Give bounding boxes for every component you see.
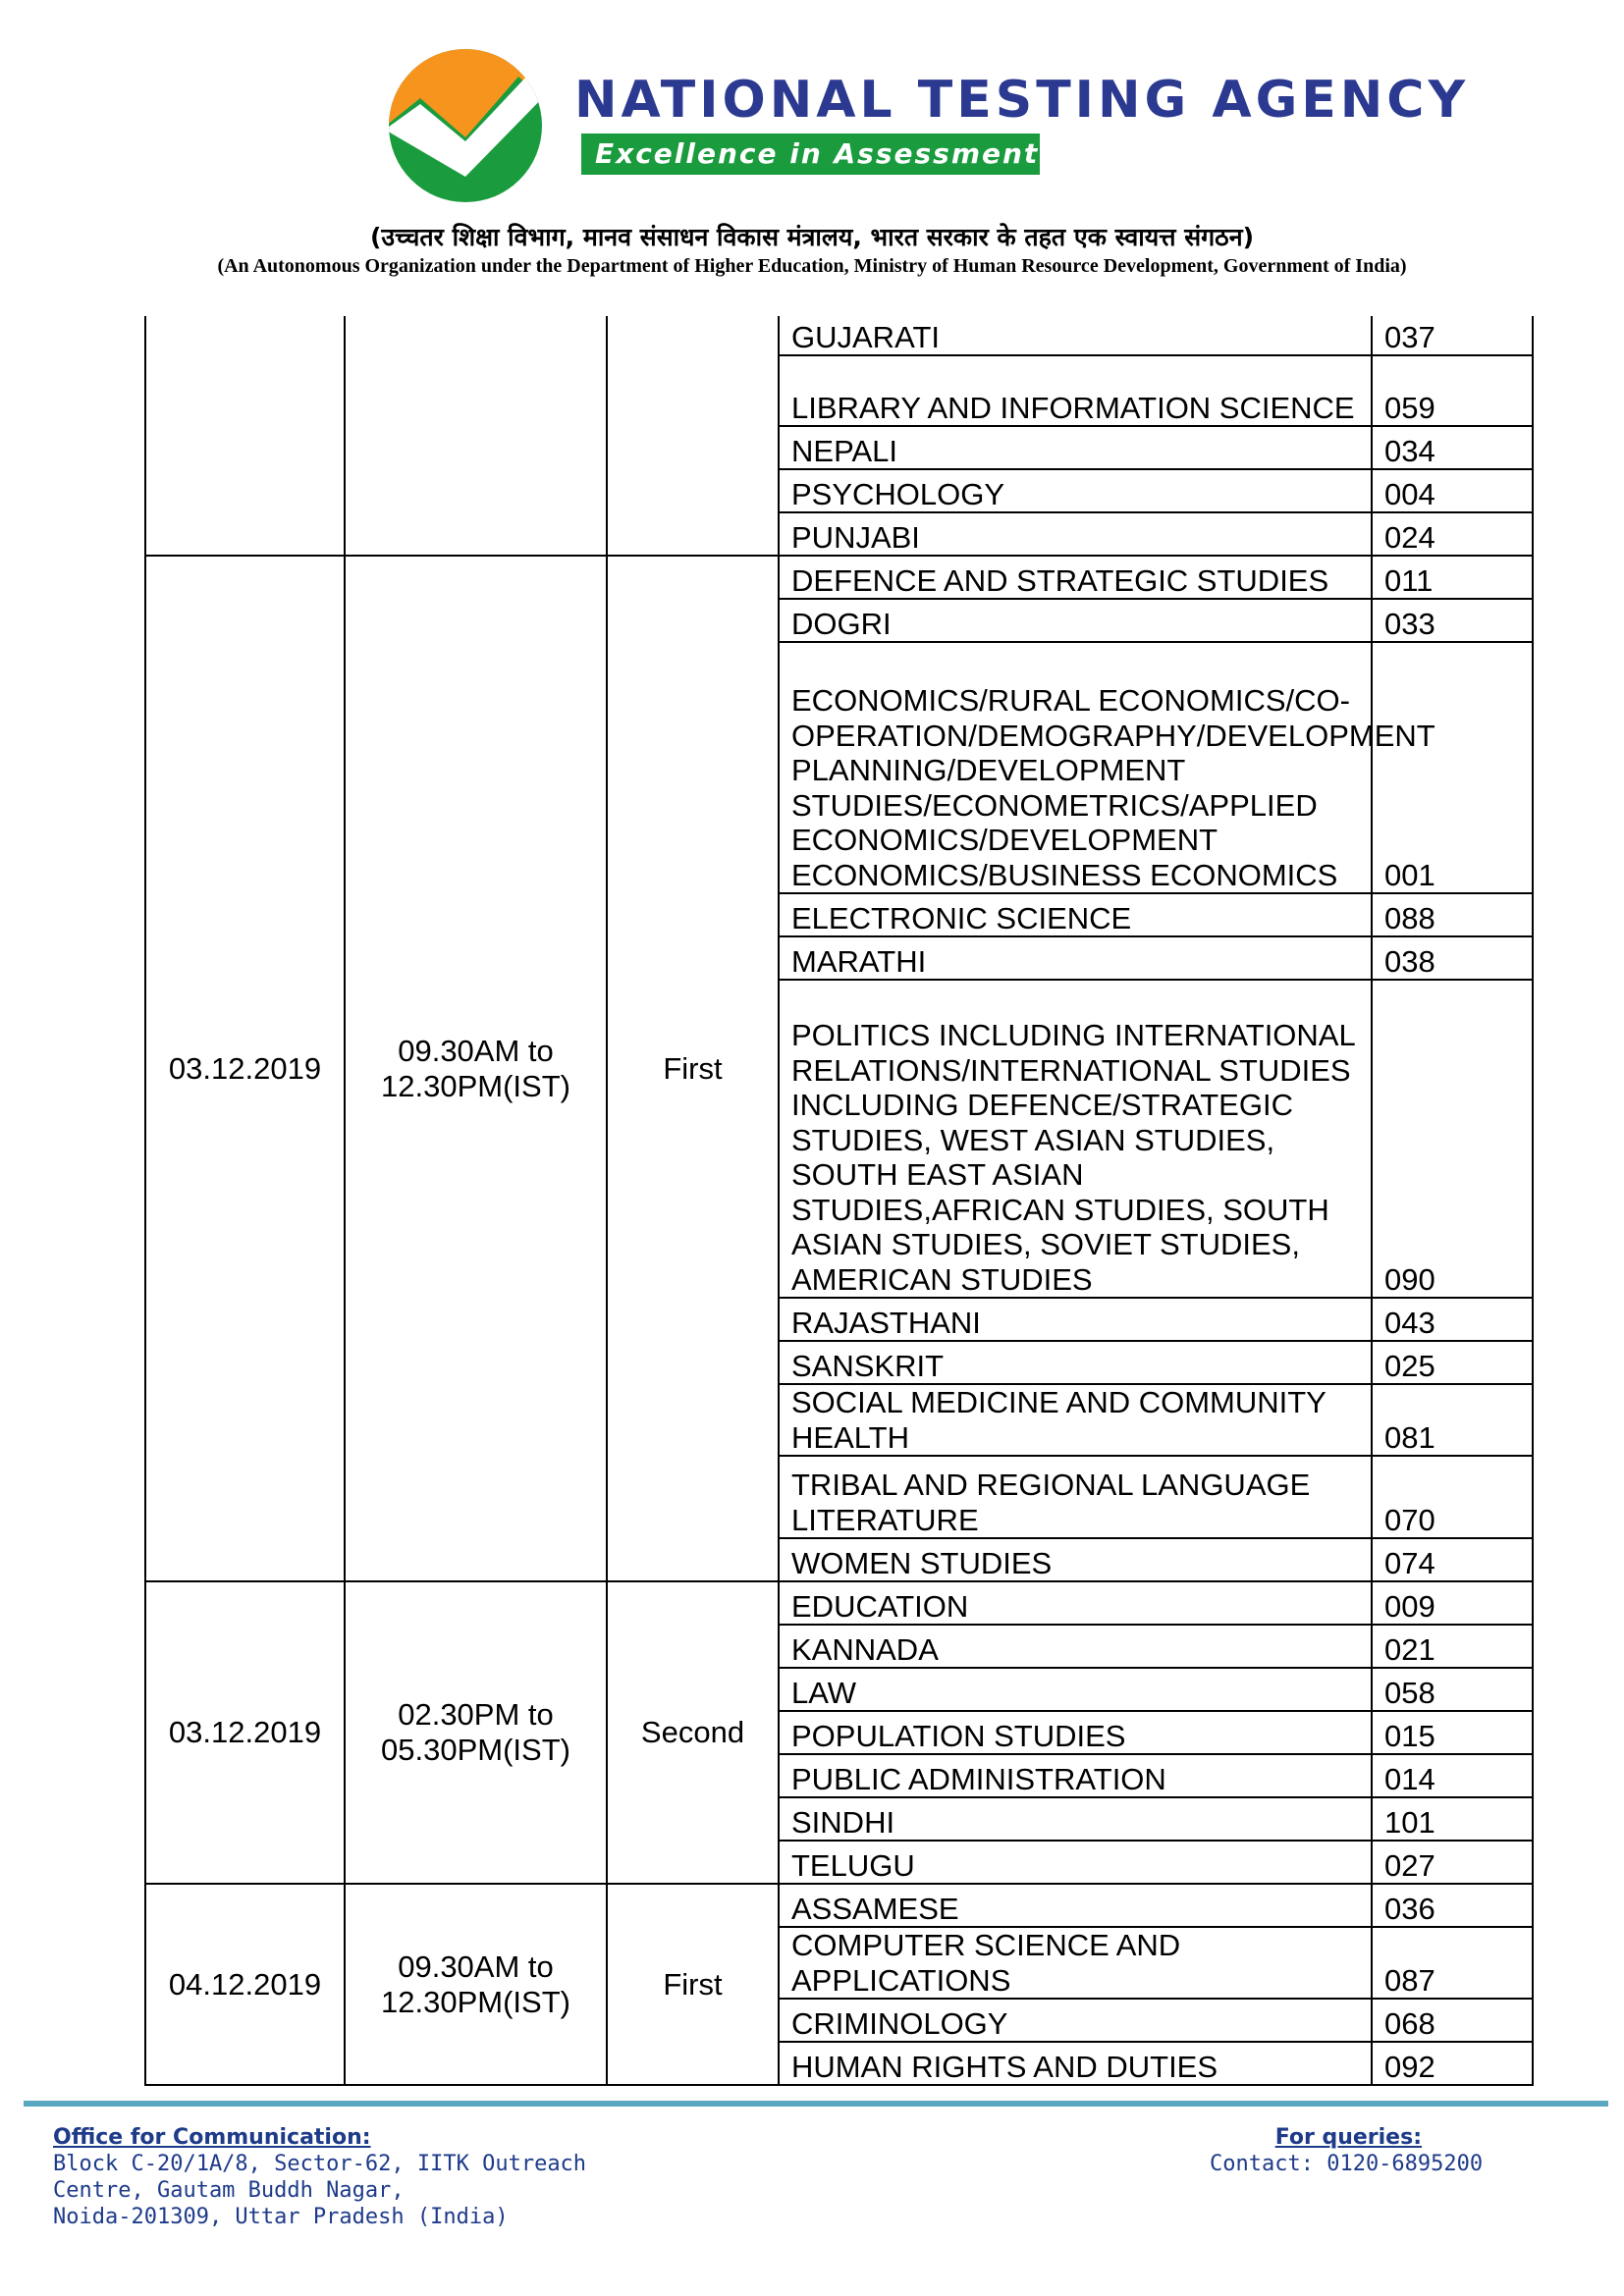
check-emblem-icon xyxy=(381,47,558,202)
code-cell: 024 xyxy=(1372,512,1533,556)
subject-cell: DOGRI xyxy=(779,599,1372,642)
code-cell: 036 xyxy=(1372,1884,1533,1927)
code-cell: 025 xyxy=(1372,1341,1533,1384)
subject-cell: RAJASTHANI xyxy=(779,1298,1372,1341)
address-line-2: Centre, Gautam Buddh Nagar, xyxy=(53,2178,405,2203)
subject-cell: GUJARATI xyxy=(779,316,1372,355)
english-subtitle: (An Autonomous Organization under the Department of Higher Education, Ministry of Human Resource Development, Government of India) xyxy=(217,255,1407,277)
table-row xyxy=(145,316,1533,355)
table-row xyxy=(145,1884,1533,1927)
code-cell: 015 xyxy=(1372,1711,1533,1754)
footer-queries-block xyxy=(1210,2124,1483,2177)
address-line-3: Noida-201309, Uttar Pradesh (India) xyxy=(53,2205,509,2229)
shift-cell: First xyxy=(607,556,779,1581)
exam-schedule-table xyxy=(144,316,1534,2086)
subject-cell: SANSKRIT xyxy=(779,1341,1372,1384)
code-cell: 087 xyxy=(1372,1927,1533,1999)
code-cell: 058 xyxy=(1372,1668,1533,1711)
subject-cell: CRIMINOLOGY xyxy=(779,1999,1372,2042)
time-cell xyxy=(345,316,607,556)
agency-name: NATIONAL TESTING AGENCY xyxy=(574,71,1470,130)
code-cell: 068 xyxy=(1372,1999,1533,2042)
subject-cell: ELECTRONIC SCIENCE xyxy=(779,893,1372,936)
subject-cell: HUMAN RIGHTS AND DUTIES xyxy=(779,2042,1372,2085)
subject-cell: POPULATION STUDIES xyxy=(779,1711,1372,1754)
subject-cell: PUNJABI xyxy=(779,512,1372,556)
code-cell: 101 xyxy=(1372,1797,1533,1841)
subject-cell: ECONOMICS/RURAL ECONOMICS/CO-OPERATION/DEMOGRAPHY/DEVELOPMENT PLANNING/DEVELOPMENT STUDIES/ECONOMETRICS/APPLIED ECONOMICS/DEVELOPMENT ECONOMICS/BUSINESS ECONOMICS xyxy=(779,642,1372,893)
subject-cell: WOMEN STUDIES xyxy=(779,1538,1372,1581)
code-cell: 074 xyxy=(1372,1538,1533,1581)
date-cell xyxy=(145,316,345,556)
code-cell: 090 xyxy=(1372,980,1533,1298)
code-cell: 014 xyxy=(1372,1754,1533,1797)
code-cell: 081 xyxy=(1372,1384,1533,1456)
subject-cell: PSYCHOLOGY xyxy=(779,469,1372,512)
date-cell: 03.12.2019 xyxy=(145,556,345,1581)
code-cell: 004 xyxy=(1372,469,1533,512)
office-heading: Office for Communication: xyxy=(53,2125,371,2150)
code-cell: 034 xyxy=(1372,426,1533,469)
subject-cell: DEFENCE AND STRATEGIC STUDIES xyxy=(779,556,1372,599)
subject-cell: NEPALI xyxy=(779,426,1372,469)
table-row xyxy=(145,1581,1533,1625)
table-row xyxy=(145,556,1533,599)
time-cell: 02.30PM to 05.30PM(IST) xyxy=(345,1581,607,1884)
time-cell: 09.30AM to 12.30PM(IST) xyxy=(345,556,607,1581)
subject-cell: COMPUTER SCIENCE AND APPLICATIONS xyxy=(779,1927,1372,1999)
code-cell: 038 xyxy=(1372,936,1533,980)
date-cell: 03.12.2019 xyxy=(145,1581,345,1884)
shift-cell: First xyxy=(607,1884,779,2085)
subject-cell: TELUGU xyxy=(779,1841,1372,1884)
nta-logo xyxy=(381,47,558,202)
hindi-subtitle: (उच्चतर शिक्षा विभाग, मानव संसाधन विकास मंत्रालय, भारत सरकार के तहत एक स्वायत्त संगठन) xyxy=(370,223,1254,251)
shift-cell xyxy=(607,316,779,556)
code-cell: 037 xyxy=(1372,316,1533,355)
code-cell: 092 xyxy=(1372,2042,1533,2085)
subject-cell: POLITICS INCLUDING INTERNATIONAL RELATIONS/INTERNATIONAL STUDIES INCLUDING DEFENCE/STRATEGIC STUDIES, WEST ASIAN STUDIES, SOUTH EAST ASIAN STUDIES,AFRICAN STUDIES, SOUTH ASIAN STUDIES, SOVIET STUDIES, AMERICAN STUDIES xyxy=(779,980,1372,1298)
date-cell: 04.12.2019 xyxy=(145,1884,345,2085)
subject-cell: MARATHI xyxy=(779,936,1372,980)
footer-office-block xyxy=(53,2124,586,2230)
subject-cell: LIBRARY AND INFORMATION SCIENCE xyxy=(779,355,1372,426)
agency-tagline: Excellence in Assessment xyxy=(581,133,1040,175)
subject-cell: ASSAMESE xyxy=(779,1884,1372,1927)
code-cell: 001 xyxy=(1372,642,1533,893)
subject-cell: SOCIAL MEDICINE AND COMMUNITY HEALTH xyxy=(779,1384,1372,1456)
code-cell: 021 xyxy=(1372,1625,1533,1668)
subject-cell: TRIBAL AND REGIONAL LANGUAGE LITERATURE xyxy=(779,1456,1372,1538)
time-cell: 09.30AM to 12.30PM(IST) xyxy=(345,1884,607,2085)
subject-cell: KANNADA xyxy=(779,1625,1372,1668)
code-cell: 033 xyxy=(1372,599,1533,642)
footer-divider xyxy=(24,2101,1608,2107)
subject-cell: PUBLIC ADMINISTRATION xyxy=(779,1754,1372,1797)
code-cell: 043 xyxy=(1372,1298,1533,1341)
code-cell: 088 xyxy=(1372,893,1533,936)
code-cell: 011 xyxy=(1372,556,1533,599)
address-line-1: Block C-20/1A/8, Sector-62, IITK Outreach xyxy=(53,2152,587,2176)
code-cell: 009 xyxy=(1372,1581,1533,1625)
subject-cell: EDUCATION xyxy=(779,1581,1372,1625)
code-cell: 059 xyxy=(1372,355,1533,426)
subject-cell: LAW xyxy=(779,1668,1372,1711)
code-cell: 070 xyxy=(1372,1456,1533,1538)
shift-cell: Second xyxy=(607,1581,779,1884)
contact-number: Contact: 0120-6895200 xyxy=(1210,2152,1484,2176)
subject-cell: SINDHI xyxy=(779,1797,1372,1841)
queries-heading: For queries: xyxy=(1274,2125,1422,2150)
code-cell: 027 xyxy=(1372,1841,1533,1884)
